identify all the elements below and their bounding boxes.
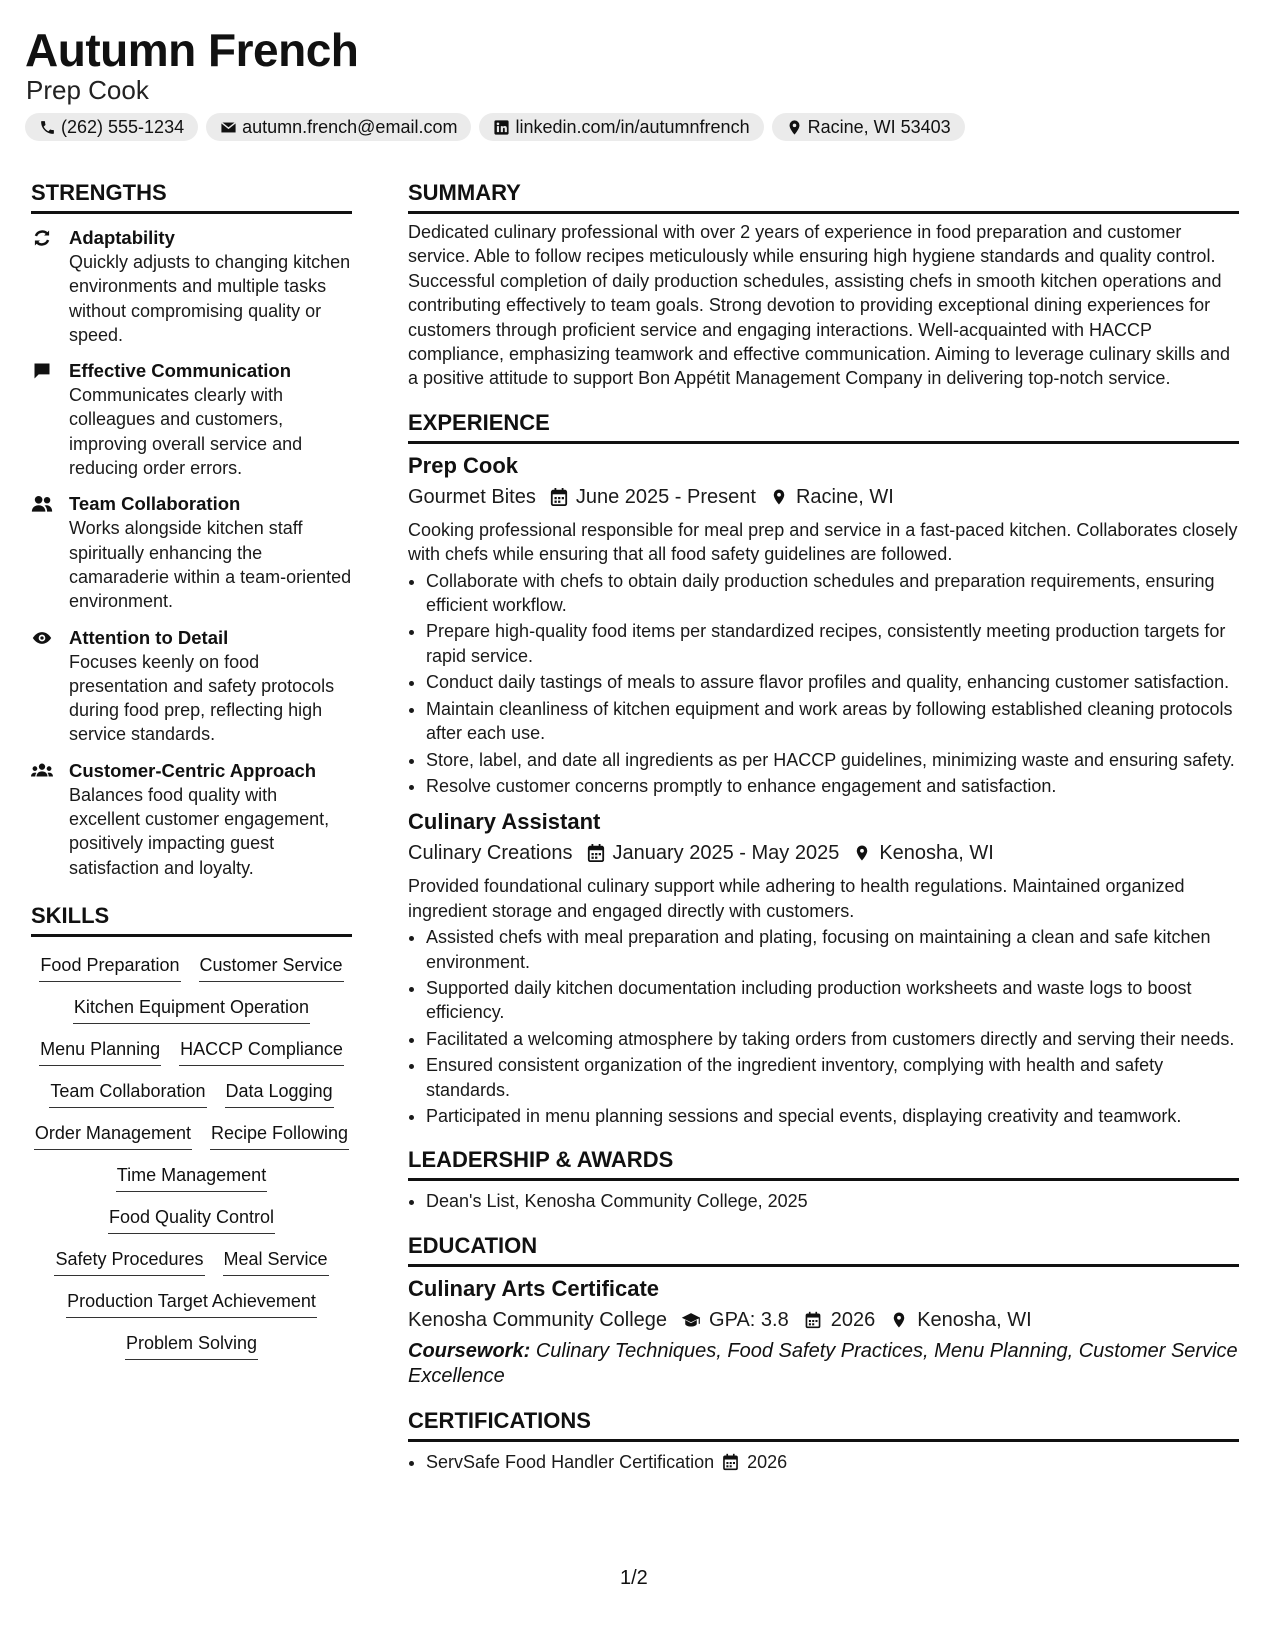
job-entry [408, 452, 1239, 798]
skill-tag: Safety Procedures [54, 1247, 204, 1276]
strength-desc: Balances food quality with excellent customer engagement, positively impacting guest satisfaction and loyalty. [69, 784, 330, 878]
school-name: Kenosha Community College [408, 1308, 668, 1331]
skill-tag: Data Logging [225, 1079, 334, 1108]
calendar-icon [722, 1453, 739, 1471]
linkedin-icon [493, 119, 510, 136]
education-section [408, 1232, 1239, 1389]
summary-heading: SUMMARY [408, 179, 1239, 214]
certifications-list [408, 1450, 1239, 1474]
calendar-icon [550, 487, 568, 507]
leadership-section [408, 1146, 1239, 1213]
group-icon [31, 761, 53, 781]
summary-text: Dedicated culinary professional with over 2 years of experience in food preparation and customer service. Able to follow recipes meticulously while ensuring high hygiene standards and quality control. Successful completion of daily production schedules, assisting chefs in smooth kitchen operations and contributing effectively to team goals. Strong devotion to providing exceptional dining experiences for customers through proficient service and engaging interactions. Well-acquainted with HACCP compliance, emphasizing teamwork and effective communication. Aiming to leverage culinary skills and a positive attitude to support Bon Appétit Management Company in delivering top-notch service. [408, 222, 1231, 389]
leadership-heading: LEADERSHIP & AWARDS [408, 1146, 1239, 1181]
phone-pill[interactable] [25, 113, 198, 141]
chat-icon [31, 361, 53, 381]
strength-item [31, 626, 352, 747]
certifications-heading: CERTIFICATIONS [408, 1407, 1239, 1442]
degree-title: Culinary Arts Certificate [408, 1275, 660, 1301]
strength-item [31, 759, 352, 880]
graduation-year: 2026 [830, 1308, 876, 1331]
job-company: Culinary Creations [408, 842, 573, 865]
strength-title: Adaptability [69, 227, 175, 248]
eye-icon [31, 628, 53, 648]
refresh-icon [31, 228, 53, 248]
list-item: • Assisted chefs with meal preparation and plating, focusing on maintaining a clean and safe kitchen environment. [426, 925, 1239, 974]
map-pin-icon [853, 843, 871, 863]
list-item: • Dean's List, Kenosha Community College, 2025 [426, 1189, 1239, 1213]
job-location: Kenosha, WI [879, 842, 994, 865]
linkedin-pill[interactable] [479, 113, 763, 141]
gpa: GPA: 3.8 [709, 1308, 789, 1331]
left-column [31, 179, 352, 1360]
location-pill[interactable] [772, 113, 965, 141]
job-meta [408, 838, 1239, 868]
skill-tag: Order Management [34, 1121, 192, 1150]
skill-tag: Food Quality Control [108, 1205, 275, 1234]
job-title: Prep Cook [408, 452, 519, 478]
page-number: 1/2 [620, 1567, 648, 1589]
envelope-icon [220, 119, 237, 136]
skill-tag: Production Target Achievement [66, 1289, 317, 1318]
graduation-cap-icon [681, 1311, 701, 1329]
list-item: • Store, label, and date all ingredients as per HACCP guidelines, minimizing waste and ensuring safety. [426, 748, 1239, 772]
job-entry [408, 808, 1239, 1128]
list-item [426, 1450, 1239, 1474]
skill-tag: Kitchen Equipment Operation [73, 995, 310, 1024]
job-dates: June 2025 - Present [575, 485, 756, 508]
coursework [408, 1339, 1239, 1389]
calendar-icon [587, 843, 605, 863]
job-bullets [408, 925, 1239, 1128]
coursework-label: Coursework: [408, 1339, 531, 1362]
experience-section [408, 409, 1239, 1129]
school-location: Kenosha, WI [917, 1308, 1032, 1331]
list-item: • Maintain cleanliness of kitchen equipment and work areas by following established cleaning protocols after each use. [426, 697, 1239, 746]
skill-tag: Menu Planning [39, 1037, 161, 1066]
job-description: Provided foundational culinary support while adhering to health regulations. Maintained organized ingredient storage and engaged directly with customers. [408, 876, 1185, 921]
education-meta [408, 1305, 1239, 1335]
skills-heading: SKILLS [31, 902, 352, 937]
list-item: • Facilitated a welcoming atmosphere by taking orders from customers directly and serving their needs. [426, 1027, 1239, 1051]
cert-name: • ServSafe Food Handler Certification [426, 1451, 715, 1472]
skill-tag: Time Management [116, 1163, 267, 1192]
cert-year: 2026 [747, 1451, 788, 1472]
map-pin-icon [889, 1311, 909, 1329]
job-meta [408, 482, 1239, 512]
linkedin-text: linkedin.com/in/autumnfrench [515, 116, 750, 137]
strength-title: Customer-Centric Approach [69, 759, 317, 781]
strength-desc: Focuses keenly on food presentation and safety protocols during food prep, reflecting high service standards. [69, 651, 335, 745]
skill-tag: Problem Solving [125, 1331, 258, 1360]
job-company: Gourmet Bites [408, 485, 536, 508]
job-location: Racine, WI [795, 485, 894, 508]
skill-tag: Recipe Following [210, 1121, 349, 1150]
education-heading: EDUCATION [408, 1232, 1239, 1267]
coursework-text: Culinary Techniques, Food Safety Practices, Menu Planning, Customer Service Excellence [408, 1339, 1238, 1387]
list-item: • Resolve customer concerns promptly to enhance engagement and satisfaction. [426, 774, 1239, 798]
list-item: • Prepare high-quality food items per standardized recipes, consistently meeting production targets for rapid service. [426, 619, 1239, 668]
strength-title: Attention to Detail [69, 626, 229, 648]
strength-title: Effective Communication [69, 360, 292, 382]
email-text: autumn.french@email.com [242, 116, 458, 137]
list-item: • Supported daily kitchen documentation including production worksheets and waste logs to boost efficiency. [426, 976, 1239, 1025]
map-pin-icon [770, 487, 788, 507]
skills-list [31, 937, 352, 1360]
strength-item [31, 359, 352, 480]
strength-desc: Communicates clearly with colleagues and customers, improving overall service and reducing order errors. [69, 385, 303, 479]
candidate-role: Prep Cook [26, 75, 149, 105]
calendar-icon [803, 1311, 823, 1329]
strength-title: Team Collaboration [69, 493, 241, 515]
list-item: • Conduct daily tastings of meals to assure flavor profiles and quality, enhancing customer satisfaction. [426, 670, 1239, 694]
contact-bar [25, 113, 965, 141]
strength-desc: Works alongside kitchen staff spiritually enhancing the camaraderie within a team-oriented environment. [69, 518, 352, 612]
job-description: Cooking professional responsible for meal prep and service in a fast-paced kitchen. Collaborates closely with chefs while ensuring that all food safety guidelines are followed. [408, 519, 1238, 565]
job-title: Culinary Assistant [408, 809, 601, 835]
candidate-name: Autumn French [25, 24, 359, 76]
skill-tag: Team Collaboration [49, 1079, 206, 1108]
list-item: • Collaborate with chefs to obtain daily production schedules and preparation requirements, ensuring efficient workflow. [426, 569, 1239, 618]
strengths-heading: STRENGTHS [31, 179, 352, 214]
certifications-section [408, 1407, 1239, 1474]
users-icon [31, 494, 53, 514]
list-item: • Ensured consistent organization of the ingredient inventory, complying with health and safety standards. [426, 1053, 1239, 1102]
leadership-list [408, 1189, 1239, 1213]
strength-item [31, 492, 352, 613]
map-pin-icon [786, 119, 803, 136]
skill-tag: HACCP Compliance [179, 1037, 344, 1066]
skill-tag: Meal Service [223, 1247, 329, 1276]
job-dates: January 2025 - May 2025 [612, 842, 840, 865]
skill-tag: Food Preparation [39, 953, 180, 982]
phone-text: (262) 555-1234 [61, 116, 185, 137]
strength-desc: Quickly adjusts to changing kitchen environments and multiple tasks without compromising quality or speed. [69, 252, 351, 345]
skill-tag: Customer Service [199, 953, 344, 982]
strength-item [31, 226, 352, 347]
list-item: • Participated in menu planning sessions and special events, displaying creativity and teamwork. [426, 1104, 1239, 1128]
email-pill[interactable] [206, 113, 471, 141]
location-text: Racine, WI 53403 [807, 116, 951, 137]
experience-heading: EXPERIENCE [408, 409, 1239, 444]
phone-icon [39, 119, 56, 136]
job-bullets [408, 569, 1239, 799]
right-column [408, 179, 1239, 1476]
